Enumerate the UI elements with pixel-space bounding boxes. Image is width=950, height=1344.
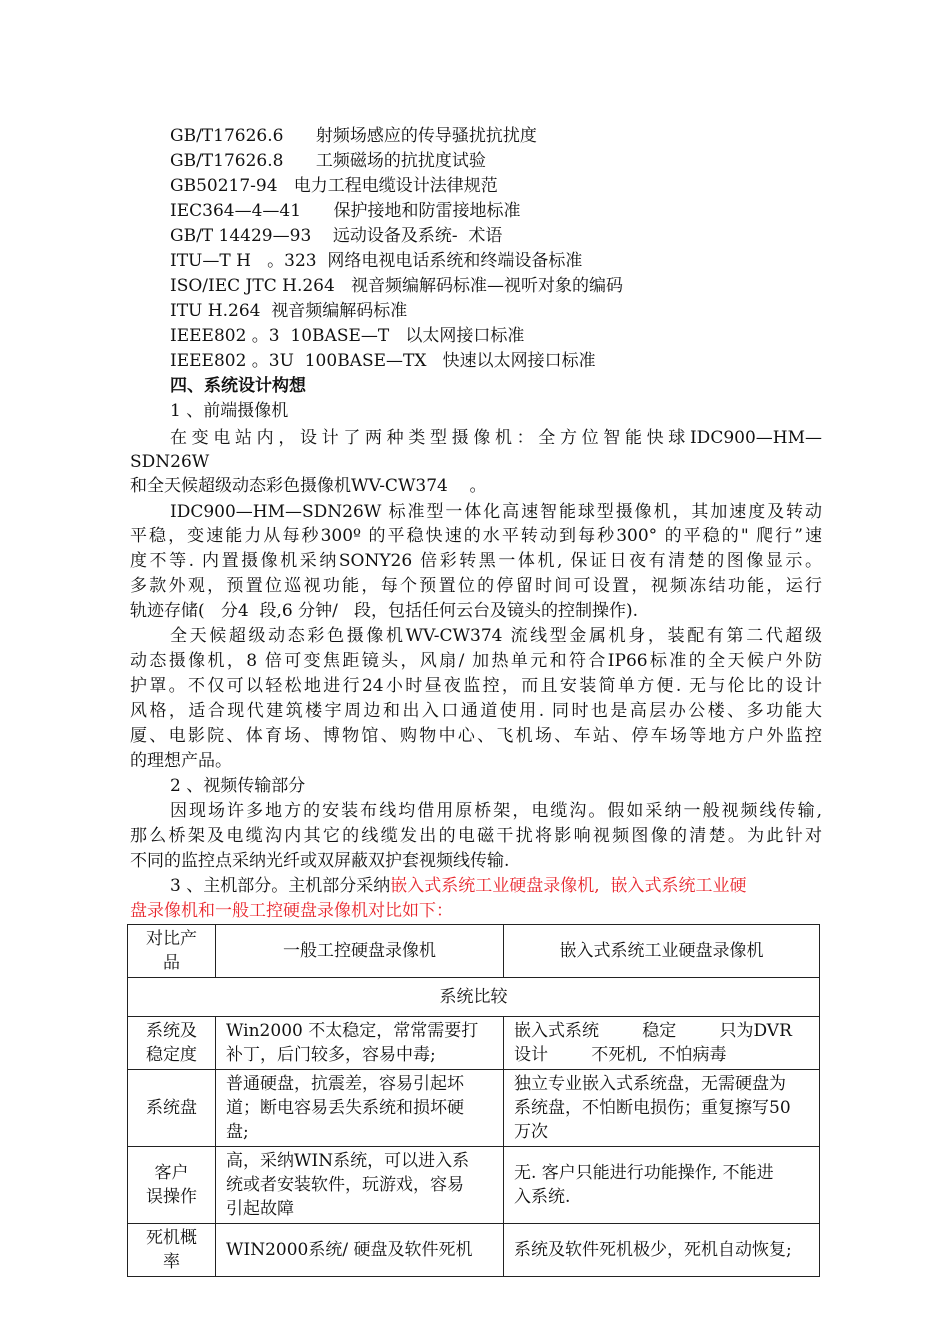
subsection-title-cameras: 1 、前端摄像机 — [170, 401, 289, 421]
standard-line: ISO/IEC JTC H.264 视音频编解码标准—视听对象的编码 — [170, 276, 624, 296]
table-row — [128, 1017, 820, 1070]
paragraph-line: 全天候超级动态彩色摄像机WV-CW374 流线型金属机身，装配有第二代超级 — [170, 626, 822, 646]
table-row — [128, 1070, 820, 1147]
table-row — [128, 1147, 820, 1224]
paragraph-line: IDC900—HM—SDN26W 标准型一体化高速智能球型摄像机，其加速度及转动 — [170, 502, 822, 522]
paragraph-line: SDN26W — [130, 452, 210, 472]
embedded-cell: 独立专业嵌入式系统盘，无需硬盘为 系统盘，不怕断电损伤；重复擦写50 万次 — [504, 1070, 820, 1147]
paragraph-line: 护罩。不仅可以轻松地进行24小时昼夜监控，而且安装简单方便. 无与伦比的设计 — [130, 676, 822, 696]
standard-line: GB/T17626.8 工频磁场的抗扰度试验 — [170, 151, 486, 171]
standard-line: ITU H.264 视音频编解码标准 — [170, 301, 408, 321]
general-cell: 普通硬盘，抗震差，容易引起坏 道；断电容易丢失系统和损坏硬 盘; — [216, 1070, 504, 1147]
header-cell: 嵌入式系统工业硬盘录像机 — [504, 925, 820, 978]
standard-line: GB/T 14429—93 远动设备及系统- 术语 — [170, 226, 503, 246]
header-cell: 一般工控硬盘录像机 — [216, 925, 504, 978]
general-cell: Win2000 不太稳定，常常需要打 补丁，后门较多，容易中毒; — [216, 1017, 504, 1070]
row-label: 系统及 稳定度 — [128, 1017, 216, 1070]
paragraph-line: 多款外观，预置位巡视功能，每个预置位的停留时间可设置，视频冻结功能，运行 — [130, 576, 822, 596]
standard-line: GB/T17626.6 射频场感应的传导骚扰抗扰度 — [170, 126, 537, 146]
paragraph-line: 风格，适合现代建筑楼宇周边和出入口通道使用. 同时也是高层办公楼、多功能大 — [130, 701, 822, 721]
standard-line: ITU—T H 。323 网络电视电话系统和终端设备标准 — [170, 251, 583, 271]
general-cell: 高，采纳WIN系统，可以进入系 统或者安装软件，玩游戏，容易 引起故障 — [216, 1147, 504, 1224]
comparison-table — [127, 924, 820, 1277]
section-heading: 四、系统设计构想 — [170, 376, 306, 396]
subsection-title-host — [170, 874, 746, 898]
standard-line: IEEE802 。3 10BASE—T 以太网接口标准 — [170, 326, 525, 346]
row-label: 系统盘 — [128, 1070, 216, 1147]
paragraph-line: 因现场许多地方的安装布线均借用原桥架，电缆沟。假如采纳一般视频线传输, — [170, 801, 822, 821]
table-header-row — [128, 925, 820, 978]
paragraph-line: 度不等. 内置摄像机采纳SONY26 倍彩转黑一体机, 保证日夜有清楚的图像显示。 — [130, 551, 822, 571]
row-label: 客户 误操作 — [128, 1147, 216, 1224]
embedded-cell: 无. 客户只能进行功能操作, 不能进 入系统. — [504, 1147, 820, 1224]
highlighted-text: 盘录像机和一般工控硬盘录像机对比如下： — [130, 901, 453, 921]
subsection-title-transmission: 2 、视频传输部分 — [170, 776, 306, 796]
paragraph-line: 平稳，变速能力从每秒300º 的平稳快速的水平转动到每秒300° 的平稳的" 爬行”速 — [130, 526, 822, 546]
host-intro-text: 3 、主机部分。主机部分采纳 — [170, 876, 391, 896]
table-row — [128, 1224, 820, 1277]
paragraph-line: 的理想产品。 — [130, 751, 232, 771]
paragraph-line: 轨迹存储( 分4 段,6 分钟/ 段，包括任何云台及镜头的控制操作). — [130, 601, 639, 621]
paragraph-line: 和全天候超级动态彩色摄像机WV-CW374 。 — [130, 476, 487, 496]
table-section-row — [128, 978, 820, 1017]
paragraph-line: 那么桥架及电缆沟内其它的线缆发出的电磁干扰将影响视频图像的清楚。为此针对 — [130, 826, 822, 846]
section-cell: 系统比较 — [128, 978, 820, 1017]
header-cell: 对比产品 — [128, 925, 216, 978]
embedded-cell: 嵌入式系统 稳定 只为DVR 设计 不死机, 不怕病毒 — [504, 1017, 820, 1070]
standard-line: GB50217-94 电力工程电缆设计法律规范 — [170, 176, 498, 196]
standard-line: IEEE802 。3U 100BASE—TX 快速以太网接口标准 — [170, 351, 596, 371]
standard-line: IEC364—4—41 保护接地和防雷接地标准 — [170, 201, 521, 221]
general-cell: WIN2000系统/ 硬盘及软件死机 — [216, 1224, 504, 1277]
highlighted-text: 嵌入式系统工业硬盘录像机, 嵌入式系统工业硬 — [390, 876, 747, 896]
paragraph-line: 厦、电影院、体育场、博物馆、购物中心、飞机场、车站、停车场等地方户外监控 — [130, 726, 822, 746]
embedded-cell: 系统及软件死机极少，死机自动恢复; — [504, 1224, 820, 1277]
row-label: 死机概率 — [128, 1224, 216, 1277]
paragraph-line: 动态摄像机，8 倍可变焦距镜头，风扇/ 加热单元和符合IP66标准的全天候户外防 — [130, 651, 822, 671]
paragraph-line: 在变电站内，设计了两种类型摄像机：全方位智能快球IDC900—HM— — [170, 428, 822, 448]
paragraph-line: 不同的监控点采纳光纤或双屏蔽双护套视频线传输. — [130, 851, 510, 871]
